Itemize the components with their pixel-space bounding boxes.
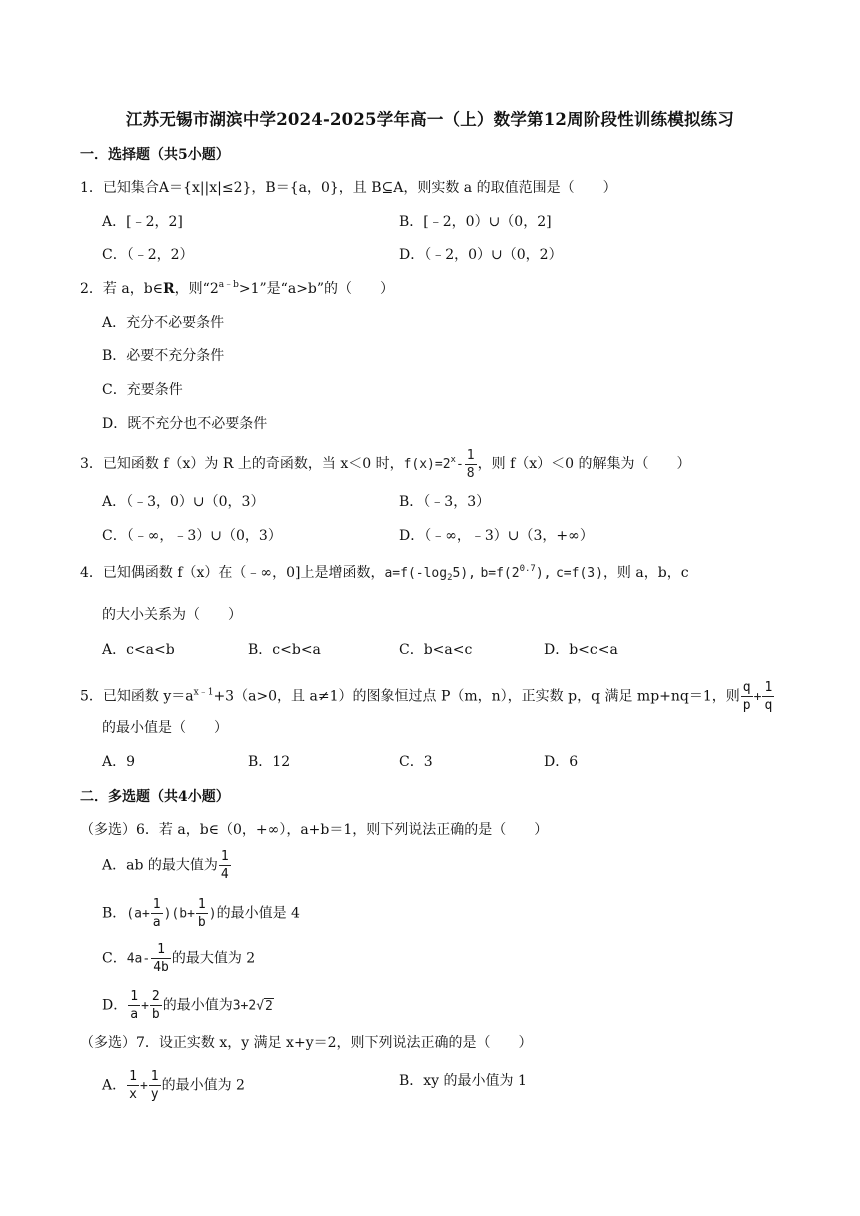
q5-plus: + <box>753 689 762 705</box>
q2-option-d: D．既不充分也不必要条件 <box>102 416 268 432</box>
q6-d-d1: a <box>130 1007 139 1022</box>
q7-option-a <box>102 1070 245 1101</box>
q2-stem-text-c: >1”是“a>b”的（ ） <box>238 281 395 297</box>
q6-d-plus: + <box>141 998 149 1014</box>
q7-a-fraction-1 <box>127 1070 139 1101</box>
q5-option-a: A．9 <box>102 754 136 770</box>
q1-stem-text-b: A＝{x||x|≤2}，B＝{a，0}，且 B⊆A，则实数 a 的取值范围是（ ） <box>158 180 617 196</box>
q4-a-sub: 2 <box>447 573 453 583</box>
q6-d-n2: 2 <box>151 989 160 1004</box>
q7-a-fraction-2 <box>149 1070 161 1101</box>
q3-fraction-den: 8 <box>466 466 475 481</box>
q4-option-b: B．c<b<a <box>248 642 321 658</box>
q3-formula-minus: - <box>455 457 464 472</box>
q1-option-b: B．[﹣2，0）∪（0，2] <box>399 214 552 230</box>
q6-d-text: 的最小值为 <box>162 997 233 1014</box>
q5-f2-num: 1 <box>764 680 773 695</box>
q6-option-c <box>102 943 255 974</box>
q6-b-label: B． <box>102 905 127 922</box>
q6-c-num: 1 <box>151 943 171 959</box>
q3-stem-text-a: 3．已知函数 f（x）为 R 上的奇函数，当 x＜0 时， <box>80 456 404 472</box>
question-6-stem: （多选）6．若 a，b∈（0，+∞），a+b＝1，则下列说法正确的是（ ） <box>80 822 549 838</box>
q6-b-text: 的最小值是 4 <box>216 905 300 922</box>
question-1-stem <box>80 178 617 198</box>
q4-stem-continuation: 的大小关系为（ ） <box>102 607 242 623</box>
q7-a-text: 的最小值为 2 <box>161 1077 245 1094</box>
q6-a-den: 4 <box>220 867 229 882</box>
q1-option-d: D．（﹣2，0）∪（0，2） <box>399 247 563 263</box>
q7-a-plus: + <box>139 1078 148 1094</box>
q5-f1-den: p <box>742 698 751 713</box>
q3-option-c: C．（﹣∞，﹣3）∪（0，3） <box>102 528 282 544</box>
q5-fraction-2 <box>762 681 774 712</box>
q6-d-radicand: 2 <box>265 998 273 1014</box>
q4-option-d: D．b<c<a <box>544 642 618 658</box>
q3-fraction <box>465 449 477 480</box>
q4-formula-a <box>384 566 476 581</box>
q5-stem-text-b: +3（a>0，且 a≠1）的图象恒过点 P（m，n），正实数 p，q 满足 mp+nq＝1，则 <box>213 688 740 705</box>
q7-option-b: B．xy 的最小值为 1 <box>399 1073 527 1089</box>
q3-formula <box>403 448 478 481</box>
question-7-stem: （多选）7．设正实数 x，y 满足 x+y＝2，则下列说法正确的是（ ） <box>80 1035 533 1051</box>
q4-b-post: ), <box>535 566 552 581</box>
q6-b-d1: a <box>152 915 161 930</box>
q6-c-den: 4b <box>153 960 169 975</box>
q6-d-d2: b <box>151 1007 160 1022</box>
q2-exponent: a﹣b <box>218 280 239 290</box>
q5-fraction-1 <box>741 681 753 712</box>
q3-formula-lhs: f(x)=2 <box>403 457 451 472</box>
q4-option-c: C．b<a<c <box>399 642 473 658</box>
q6-d-label: D． <box>102 997 128 1014</box>
q4-formula-c: c=f(3) <box>555 566 603 581</box>
q4-formula-b <box>480 566 551 581</box>
question-3-stem <box>80 449 691 480</box>
q2-bold-r: R <box>163 281 175 297</box>
q3-option-b: B．（﹣3，3） <box>399 494 491 510</box>
q6-c-p1: 4a- <box>126 951 151 967</box>
q6-b-n2: 1 <box>197 897 206 912</box>
q6-d-value: 3+2 <box>232 998 257 1014</box>
q1-option-c: C．（﹣2，2） <box>102 247 194 263</box>
q6-b-p1: (a+ <box>126 906 150 922</box>
q2-option-a: A．充分不必要条件 <box>102 315 225 331</box>
q7-a-d2: y <box>150 1087 159 1102</box>
q4-option-a: A．c<a<b <box>102 642 175 658</box>
q5-option-b: B．12 <box>248 754 291 770</box>
q2-option-c: C．充要条件 <box>102 382 183 398</box>
q5-exponent: x﹣1 <box>193 687 214 698</box>
q2-stem-text-b: ，则“2 <box>174 281 219 297</box>
question-2-stem <box>80 279 394 299</box>
q6-c-label: C． <box>102 950 127 967</box>
q5-option-c: C．3 <box>399 754 433 770</box>
q4-a-post: 5), <box>452 566 476 581</box>
q6-a-fraction <box>219 850 231 881</box>
q5-f1-num: q <box>742 680 751 695</box>
q3-formula-exp: x <box>450 455 456 465</box>
q2-stem-text-a: 2．若 a，b∈ <box>80 281 164 297</box>
q4-stem-text-a: 4．已知偶函数 f（x）在（﹣∞，0]上是增函数， <box>80 565 385 581</box>
page-title: 江苏无锡市湖滨中学2024-2025学年高一（上）数学第12周阶段性训练模拟练习 <box>125 110 735 129</box>
q5-stem-continuation: 的最小值是（ ） <box>102 720 228 736</box>
q6-a-text: A．ab 的最大值为 <box>102 857 218 874</box>
q6-option-d <box>102 990 274 1021</box>
q6-c-text: 的最大值为 2 <box>171 950 256 967</box>
q3-stem-text-b: ，则 f（x）＜0 的解集为（ ） <box>477 456 691 472</box>
q6-a-num: 1 <box>220 849 229 864</box>
q4-a-pre: a=f(-log <box>384 566 448 581</box>
q1-stem-text-a: 1．已知集合 <box>80 180 159 196</box>
q3-option-d: D．（﹣∞，﹣3）∪（3，+∞） <box>399 528 594 544</box>
q6-b-n1: 1 <box>152 897 161 912</box>
q6-d-sqrt: √2 <box>256 998 273 1014</box>
q7-a-label: A． <box>102 1077 127 1094</box>
q6-b-fraction-1 <box>151 898 163 929</box>
q2-option-b: B．必要不充分条件 <box>102 348 225 364</box>
q7-a-d1: x <box>129 1087 137 1102</box>
q6-d-fraction-1 <box>128 990 140 1021</box>
q4-b-pre: b=f(2 <box>480 566 520 581</box>
q1-option-a: A．[﹣2，2] <box>102 214 183 230</box>
q3-fraction-num: 1 <box>466 448 475 463</box>
q6-b-d2: b <box>197 915 206 930</box>
q6-b-p3: ) <box>208 906 217 922</box>
q4-stem-text-b: ，则 a，b，c <box>602 565 689 581</box>
section-heading-choice: 一．选择题（共5小题） <box>80 147 230 163</box>
q6-d-fraction-2 <box>150 990 162 1021</box>
q6-d-n1: 1 <box>130 989 139 1004</box>
question-5-stem <box>80 681 775 712</box>
q6-c-fraction <box>151 943 171 974</box>
q5-option-d: D．6 <box>544 754 579 770</box>
q6-option-a <box>102 850 232 881</box>
q6-b-p2: )(b+ <box>163 906 195 922</box>
q7-a-n1: 1 <box>129 1069 137 1084</box>
q6-option-b <box>102 898 300 929</box>
q4-b-exp: 0.7 <box>519 564 536 574</box>
question-4-stem <box>80 563 689 584</box>
q5-stem-text-a: 5．已知函数 y＝a <box>80 688 194 705</box>
q6-b-fraction-2 <box>196 898 208 929</box>
section-heading-multi: 二．多选题（共4小题） <box>80 789 230 805</box>
q3-option-a: A．（﹣3，0）∪（0，3） <box>102 494 265 510</box>
q5-f2-den: q <box>764 698 773 713</box>
q7-a-n2: 1 <box>150 1069 159 1084</box>
